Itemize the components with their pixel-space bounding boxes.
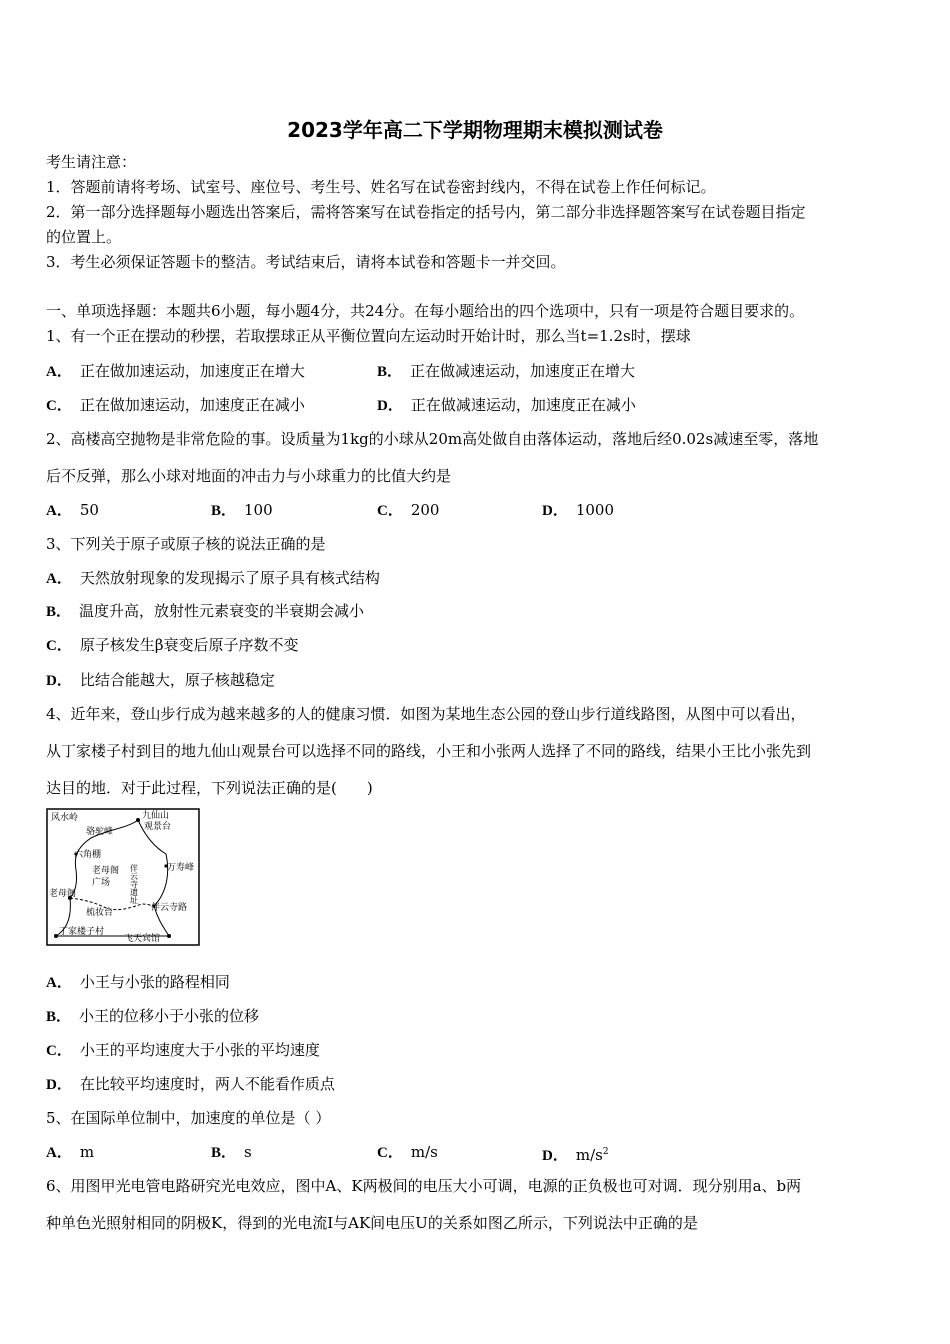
q1-option-b: B． 正在做减速运动，加速度正在增大	[377, 362, 636, 380]
q4-option-c: C． 小王的平均速度大于小张的平均速度	[46, 1041, 320, 1059]
q5-option-c: C． m/s	[377, 1143, 438, 1161]
map-label: 六角棚	[74, 850, 102, 860]
q5-option-a: A． m	[46, 1143, 95, 1161]
q1-option-c: C． 正在做加速运动，加速度正在减小	[46, 396, 305, 414]
q4-option-a: A． 小王与小张的路程相同	[46, 973, 230, 991]
q2-option-c: C． 200	[377, 501, 440, 519]
map-label: 丁家楼子村	[59, 927, 105, 937]
q4-option-b: B． 小王的位移小于小张的位移	[46, 1007, 260, 1025]
map-label: 梳妆台	[86, 908, 114, 918]
q3-option-a: A． 天然放射现象的发现揭示了原子具有核式结构	[46, 569, 380, 587]
question-3-stem: 3、下列关于原子或原子核的说法正确的是	[46, 535, 326, 553]
map-label: 广场	[92, 878, 111, 888]
question-6-stem-cont: 种单色光照射相同的阴极K，得到的光电流I与AK间电压U的关系如图乙所示，下列说法中正确的是	[46, 1214, 698, 1232]
question-4-stem: 4、近年来，登山步行成为越来越多的人的健康习惯．如图为某地生态公园的登山步行道线路图，从图中可以看出，	[46, 705, 806, 723]
q5-option-b: B． s	[211, 1143, 252, 1161]
map-label: 老母阁	[92, 866, 120, 876]
question-2-stem-cont: 后不反弹，那么小球对地面的冲击力与小球重力的比值大约是	[46, 467, 452, 485]
notice-item: 的位置上。	[46, 228, 122, 246]
map-label: 伴云寺遗址	[129, 864, 139, 904]
notice-item: 1．答题前请将考场、试室号、座位号、考生号、姓名写在试卷密封线内，不得在试卷上作任何标记。	[46, 178, 716, 196]
notice-item: 2．第一部分选择题每小题选出答案后，需将答案写在试卷指定的括号内，第二部分非选择题答案写在试卷题目指定	[46, 203, 806, 221]
q3-option-c: C． 原子核发生β衰变后原子序数不变	[46, 636, 299, 654]
map-label: 伴云寺路	[151, 903, 188, 913]
question-6-stem: 6、用图甲光电管电路研究光电效应，图中A、K两极间的电压大小可调，电源的正负极也可对调．现分别用a、b两	[46, 1177, 802, 1195]
section-heading: 一、单项选择题：本题共6小题，每小题4分，共24分。在每小题给出的四个选项中，只有一项是符合题目要求的。	[46, 302, 805, 320]
q3-option-d: D． 比结合能越大，原子核越稳定	[46, 671, 275, 689]
q1-option-a: A． 正在做加速运动，加速度正在增大	[46, 362, 305, 380]
map-label: 万寿峰	[167, 863, 195, 873]
notice-item: 3．考生必须保证答题卡的整洁。考试结束后，请将本试卷和答题卡一并交回。	[46, 253, 566, 271]
q1-option-d: D． 正在做减速运动，加速度正在减小	[377, 396, 636, 414]
map-label: 骆驼峰	[86, 827, 114, 837]
notice-heading: 考生请注意：	[46, 153, 137, 171]
map-label: 老母阁	[49, 889, 77, 899]
map-label: 九仙山	[142, 811, 170, 821]
q2-option-a: A． 50	[46, 501, 99, 519]
question-2-stem: 2、高楼高空抛物是非常危险的事。设质量为1kg的小球从20m高处做自由落体运动，落地后经0.02s减速至零，落地	[46, 430, 819, 448]
q4-option-d: D． 在比较平均速度时，两人不能看作质点	[46, 1075, 335, 1093]
question-4-stem-cont: 从丁家楼子村到目的地九仙山观景台可以选择不同的路线，小王和小张两人选择了不同的路线，结果小王比小张先到	[46, 742, 812, 760]
q2-option-b: B． 100	[211, 501, 273, 519]
question-1-stem: 1、有一个正在摆动的秒摆，若取摆球正从平衡位置向左运动时开始计时，那么当t=1.2s时，摆球	[46, 327, 691, 345]
q3-option-b: B． 温度升高，放射性元素衰变的半衰期会减小	[46, 602, 365, 620]
map-label: 飞天宾馆	[124, 934, 161, 944]
page-title: 2023学年高二下学期物理期末模拟测试卷	[287, 118, 663, 142]
q2-option-d: D． 1000	[542, 501, 615, 519]
map-label: 观景台	[144, 822, 172, 832]
map-label: 风水岭	[51, 813, 79, 823]
question-5-stem: 5、在国际单位制中，加速度的单位是（ ）	[46, 1109, 331, 1127]
question-4-stem-cont: 达目的地．对于此过程，下列说法正确的是( )	[46, 779, 373, 797]
q5-option-d: D． $m/s^2$	[542, 1146, 609, 1164]
hiking-route-map	[46, 808, 200, 946]
